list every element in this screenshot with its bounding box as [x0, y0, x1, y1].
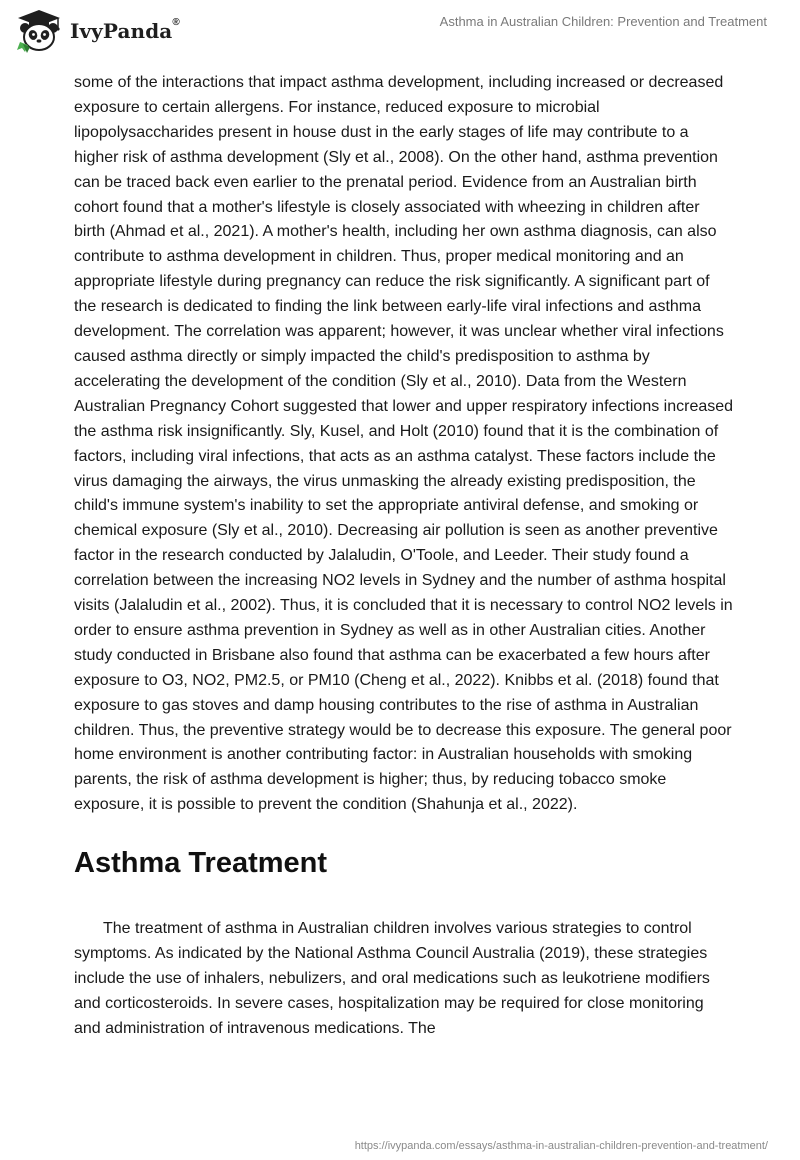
body-paragraph-prevention: some of the interactions that impact asthma development, including increased or decreased exposure to certain allergens. For instance, reduced exposure to microbial lipopolysaccharides present in house dust in the early stages of life may contribute to a higher risk of asthma development (Sly et al., 2008). On the other hand, asthma prevention can be traced back even earlier to the prenatal period. Evidence from an Australian birth cohort found that a mother's lifestyle is closely associated with wheezing in children after birth (Ahmad et al., 2021). A mother's health, including her own asthma diagnosis, can also contribute to asthma development in children. Thus, proper medical monitoring and an appropriate lifestyle during pregnancy can reduce the risk significantly. A significant part of the research is dedicated to finding the link between early-life viral infections and asthma development. The correlation was apparent; however, it was unclear whether viral infections caused asthma directly or simply impacted the child's predisposition to asthma by accelerating the development of the condition (Sly et al., 2010). Data from the Western Australian Pregnancy Cohort suggested that lower and upper respiratory infections increased the asthma risk insignificantly. Sly, Kusel, and Holt (2010) found that it is the combination of factors, including viral infections, that acts as an asthma catalyst. These factors include the virus damaging the airways, the virus unmasking the already existing predisposition, the child's immune system's inability to set the appropriate antiviral defense, and smoking or chemical exposure (Sly et al., 2010). Decreasing air pollution is seen as another preventive factor in the research conducted by Jalaludin, O'Toole, and Leeder. Their study found a correlation between the increasing NO2 levels in Sydney and the number of asthma hospital visits (Jalaludin et al., 2002). Thus, it is concluded that it is necessary to control NO2 levels in order to ensure asthma prevention in Sydney as well as in other Australian cities. Another study conducted in Brisbane also found that asthma can be exacerbated a few hours after exposure to O3, NO2, PM2.5, or PM10 (Cheng et al., 2022). Knibbs et al. (2018) found that exposure to gas stoves and damp housing contributes to the rise of asthma in Australian children. Thus, the preventive strategy would be to decrease this exposure. The general poor home environment is another contributing factor: in Australian households with smoking parents, the risk of asthma development is higher; thus, by reducing tobacco smoke exposure, it is possible to prevent the condition (Shahunja et al., 2022).	[74, 74, 734, 814]
document-title: Asthma in Australian Children: Prevention and Treatment	[439, 14, 767, 29]
page-header	[0, 0, 800, 60]
panda-graduate-icon	[14, 8, 64, 54]
body-paragraph-treatment: The treatment of asthma in Australian children involves various strategies to control symptoms. As indicated by the National Asthma Council Australia (2019), these strategies include the use of inhalers, nebulizers, and oral medications such as leukotriene modifiers and corticosteroids. In severe cases, hospitalization may be required for close monitoring and administration of intravenous medications. The	[74, 920, 710, 1037]
essay-content	[74, 71, 734, 1042]
source-url[interactable]: https://ivypanda.com/essays/asthma-in-australian-children-prevention-and-treatment/	[354, 1140, 768, 1152]
registered-mark: ®	[172, 17, 180, 28]
ivypanda-logo[interactable]	[14, 8, 180, 54]
section-heading-treatment: Asthma Treatment	[74, 847, 328, 880]
logo-wordmark: IvyPanda®	[70, 17, 180, 43]
